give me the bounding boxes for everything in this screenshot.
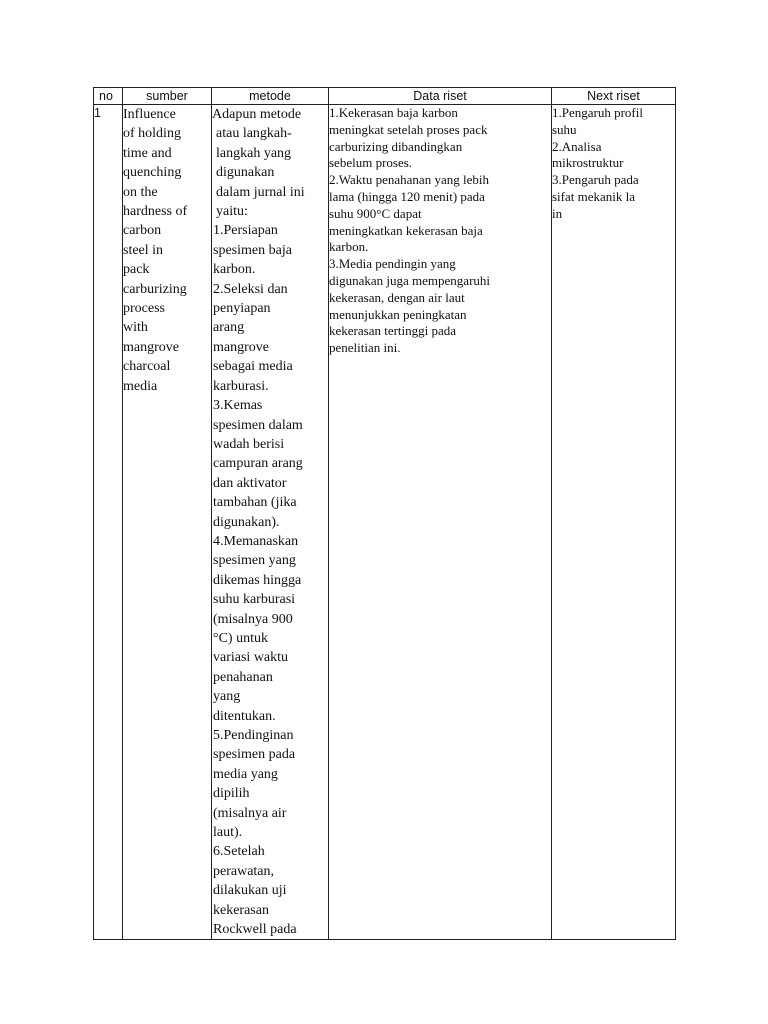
- metode-line: (misalnya air: [213, 805, 287, 821]
- data-riset-line: kekerasan tertinggi pada: [329, 323, 457, 339]
- metode-line: campuran arang: [213, 456, 303, 472]
- cell-next-riset: [552, 105, 676, 940]
- header-sumber: sumber: [123, 88, 212, 105]
- metode-line: 6.Setelah: [213, 844, 265, 860]
- metode-line: spesimen dalam: [213, 417, 303, 433]
- next-riset-line: 2.Analisa: [552, 138, 602, 154]
- data-riset-line: 3.Media pendingin yang: [329, 256, 456, 272]
- data-riset-line: carburizing dibandingkan: [329, 138, 463, 154]
- metode-line: spesimen baja: [213, 242, 292, 258]
- list-item: [212, 532, 328, 726]
- metode-line: suhu karburasi: [213, 592, 296, 608]
- metode-line: karbon.: [213, 262, 256, 278]
- cell-metode: [212, 105, 329, 940]
- sumber-title: Influence of holding time and quenching on the hardness of carbon steel in pack carburizing process with mangrove charcoal media: [123, 107, 188, 394]
- metode-line: media yang: [213, 766, 278, 782]
- metode-line: 4.Memanaskan: [213, 533, 299, 549]
- metode-intro-line: yaitu:: [216, 204, 248, 220]
- metode-line: karburasi.: [213, 378, 269, 394]
- table-row: [94, 105, 676, 940]
- metode-line: kekerasan: [213, 902, 269, 918]
- metode-line: dipilih: [213, 786, 250, 802]
- metode-line: penyiapan: [213, 301, 271, 317]
- list-item: [212, 726, 328, 842]
- metode-line: dilakukan uji: [213, 883, 287, 899]
- metode-line: 5.Pendinginan: [213, 728, 294, 743]
- next-riset-list: [552, 105, 675, 223]
- list-item: [212, 842, 328, 939]
- list-item: [552, 139, 675, 173]
- data-riset-line: sebelum proses.: [329, 155, 413, 171]
- metode-line: digunakan).: [213, 514, 280, 530]
- list-item: [329, 105, 551, 172]
- next-riset-line: 1.Pengaruh profil: [552, 105, 643, 120]
- data-riset-line: meningkat setelah proses pack: [329, 121, 488, 137]
- metode-line: 3.Kemas: [213, 398, 263, 414]
- metode-line: °C) untuk: [213, 630, 268, 646]
- header-next-riset: Next riset: [552, 88, 676, 105]
- metode-intro-line: langkah yang: [216, 145, 292, 161]
- metode-step-list: [212, 221, 328, 939]
- data-riset-line: digunakan juga mempengaruhi: [329, 272, 491, 288]
- next-riset-line: 3.Pengaruh pada: [552, 172, 639, 188]
- next-riset-line: mikrostruktur: [552, 155, 624, 171]
- data-riset-line: lama (hingga 120 menit) pada: [329, 188, 485, 204]
- metode-line: mangrove: [213, 339, 269, 355]
- data-riset-line: penelitian ini.: [329, 340, 401, 356]
- metode-line: laut).: [213, 825, 243, 841]
- metode-line: (misalnya 900: [213, 611, 293, 627]
- table-header-row: [94, 88, 676, 105]
- metode-line: dan aktivator: [213, 475, 287, 491]
- metode-line: dikemas hingga: [213, 572, 302, 588]
- data-riset-line: menunjukkan peningkatan: [329, 306, 467, 322]
- list-item: [329, 172, 551, 256]
- metode-line: yang: [213, 689, 241, 705]
- research-table: [93, 87, 676, 940]
- list-item: [329, 256, 551, 357]
- metode-line: 2.Seleksi dan: [213, 281, 288, 297]
- header-data-riset: Data riset: [329, 88, 552, 105]
- cell-no: 1: [94, 105, 123, 940]
- metode-line: penahanan: [213, 669, 273, 685]
- list-item: [552, 105, 675, 139]
- data-riset-line: meningkatkan kekerasan baja: [329, 222, 483, 238]
- data-riset-line: kekerasan, dengan air laut: [329, 289, 465, 305]
- metode-line: ditentukan.: [213, 708, 276, 724]
- metode-intro-line: digunakan: [216, 165, 275, 181]
- data-riset-line: suhu 900°C dapat: [329, 205, 422, 221]
- next-riset-line: suhu: [552, 121, 577, 137]
- data-riset-line: 2.Waktu penahanan yang lebih: [329, 172, 489, 188]
- metode-line: spesimen pada: [213, 747, 296, 763]
- data-riset-list: [329, 105, 551, 357]
- metode-intro-line: atau langkah-: [216, 126, 292, 142]
- header-no: no: [94, 88, 123, 105]
- list-item: [212, 396, 328, 532]
- metode-intro: [212, 105, 328, 221]
- next-riset-line: sifat mekanik la: [552, 188, 636, 204]
- list-item: [212, 280, 328, 396]
- list-item: [212, 221, 328, 279]
- metode-line: arang: [213, 320, 245, 336]
- metode-intro-line: Adapun metode: [212, 107, 302, 122]
- metode-intro-line: dalam jurnal ini: [216, 184, 305, 200]
- metode-line: Rockwell pada: [213, 922, 297, 938]
- data-riset-line: karbon.: [329, 239, 369, 255]
- next-riset-line: in: [552, 205, 563, 221]
- cell-data-riset: [329, 105, 552, 940]
- metode-line: tambahan (jika: [213, 495, 297, 511]
- header-metode: metode: [212, 88, 329, 105]
- data-riset-line: 1.Kekerasan baja karbon: [329, 105, 458, 120]
- metode-line: perawatan,: [213, 863, 275, 879]
- metode-line: sebagai media: [213, 359, 293, 375]
- metode-line: variasi waktu: [213, 650, 289, 666]
- metode-line: wadah berisi: [213, 436, 285, 452]
- metode-line: spesimen yang: [213, 553, 296, 569]
- metode-line: 1.Persiapan: [213, 223, 278, 239]
- list-item: [552, 172, 675, 222]
- cell-sumber: [123, 105, 212, 940]
